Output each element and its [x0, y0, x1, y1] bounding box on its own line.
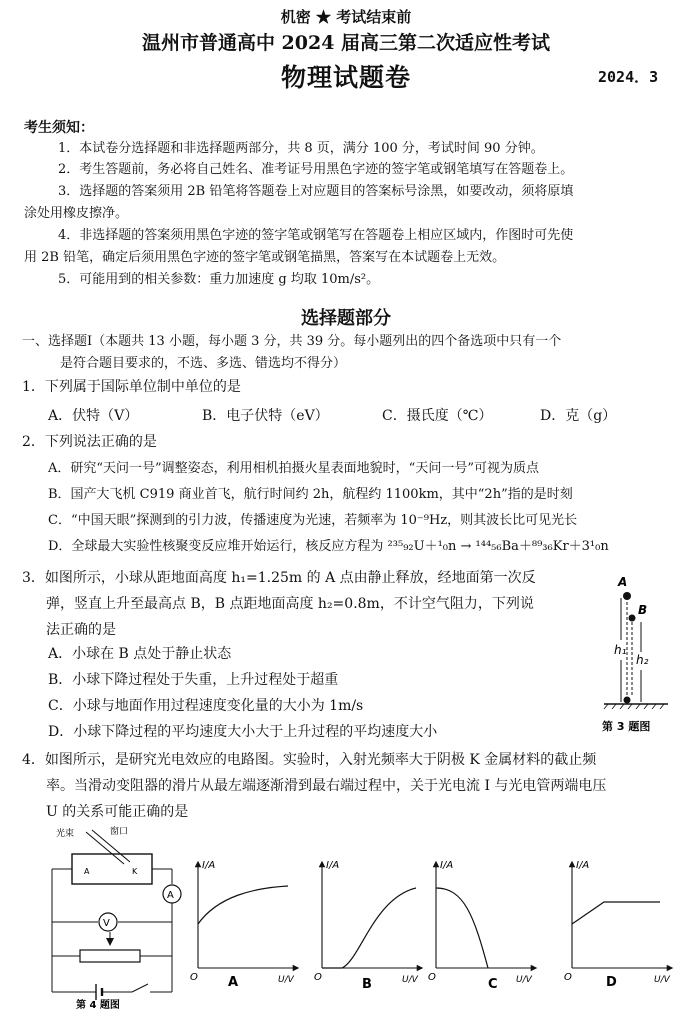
graph-c-origin: O	[428, 972, 436, 983]
graph-b-option: B	[362, 977, 372, 992]
graph-a-x-label: U/V	[278, 975, 294, 985]
cathode-label: K	[132, 867, 138, 876]
graph-a	[190, 860, 296, 990]
ball-a	[623, 592, 631, 600]
rheostat	[80, 950, 140, 962]
q3-option-c[interactable]: C．小球与地面作用过程速度变化量的大小为 1m/s	[48, 698, 364, 714]
question-2-stem: 2．下列说法正确的是	[22, 434, 157, 450]
q2-option-c[interactable]: C．“中国天眼”探测到的引力波，传播速度为光速，若频率为 10⁻⁹Hz，则其波长比可见光长	[48, 513, 578, 528]
ball-bottom	[624, 697, 631, 704]
voltmeter-label: V	[103, 918, 110, 929]
switch	[132, 984, 148, 992]
question-4-stem-cont: U 的关系可能正确的是	[46, 804, 189, 820]
graph-c-curve	[436, 888, 488, 968]
q4-caption: 第 4 题图	[76, 1000, 120, 1010]
section-title: 选择题部分	[301, 308, 391, 329]
q2-option-d[interactable]: D．全球最大实验性核聚变反应堆开始运行，核反应方程为 ²³⁵₉₂U＋¹₀n → ¹⁴⁴₅₆Ba＋⁸⁹₃₆Kr＋3¹₀n	[48, 539, 609, 554]
question-1-stem: 1．下列属于国际单位制中单位的是	[22, 379, 241, 395]
window-label: 窗口	[110, 827, 129, 837]
question-3-stem-cont: 法正确的是	[46, 622, 116, 638]
q2-option-b[interactable]: B．国产大飞机 C919 商业首飞，航行时间约 2h，航程约 1100km，其中“2h”指的是时刻	[48, 487, 573, 502]
notice-item: 1．本试卷分选择题和非选择题两部分，共 8 页，满分 100 分，考试时间 90 分钟。	[58, 141, 544, 156]
ball-b	[629, 615, 636, 622]
question-3-stem: 3．如图所示，小球从距地面高度 h₁=1.25m 的 A 点由静止释放，经地面第一次反	[22, 570, 536, 586]
question-4-stem: 4．如图所示，是研究光电效应的电路图。实验时，入射光频率大于阴极 K 金属材料的截止频	[22, 752, 597, 768]
graph-a-option: A	[228, 975, 239, 990]
graph-c-option: C	[488, 977, 498, 992]
q3-figure	[596, 572, 680, 738]
question-3-stem-cont: 弹，竖直上升至最高点 B，B 点距地面高度 h₂=0.8m，不计空气阻力，下列说	[46, 596, 534, 612]
notice-heading: 考生须知：	[24, 120, 94, 136]
exam-date: 2024．3	[598, 68, 659, 86]
graph-a-y-label: I/A	[202, 860, 216, 871]
q4-graphs	[184, 856, 690, 994]
q3-option-a[interactable]: A．小球在 B 点处于静止状态	[48, 646, 232, 662]
q2-option-a[interactable]: A．研究“天问一号”调整姿态，利用相机拍摄火星表面地貌时，“天问一号”可视为质点	[48, 461, 539, 476]
graph-b-x-label: U/V	[402, 975, 418, 985]
notice-item: 涂处用橡皮擦净。	[24, 206, 129, 221]
graph-c-y-label: I/A	[440, 860, 454, 871]
graph-b-origin: O	[314, 972, 322, 983]
graph-c-x-label: U/V	[516, 975, 532, 985]
graph-a-curve	[198, 886, 288, 924]
notice-item: 用 2B 铅笔，确定后须用黑色字迹的签字笔或钢笔描黑，答案写在本试题卷上无效。	[24, 250, 506, 265]
q4-circuit-figure	[36, 824, 186, 1010]
light-beam-label: 光束	[56, 829, 75, 839]
graph-b	[314, 860, 420, 992]
notice-item: 3．选择题的答案须用 2B 铅笔将答题卷上对应题目的答案标号涂黑，如要改动，须将原填	[58, 184, 574, 199]
q1-option-d[interactable]: D．克（g）	[540, 408, 617, 424]
graph-c	[428, 860, 534, 992]
graph-d-option: D	[606, 975, 617, 990]
graph-b-curve	[322, 888, 416, 968]
graph-d-y-label: I/A	[576, 860, 590, 871]
graph-b-y-label: I/A	[326, 860, 340, 871]
rheostat-slider	[106, 938, 114, 946]
page-title: 物理试题卷	[280, 63, 411, 92]
notice-item: 4．非选择题的答案须用黑色字迹的签字笔或钢笔写在答题卷上相应区域内，作图时可先使	[58, 228, 574, 243]
part-instructions: 一、选择题Ⅰ（本题共 13 小题，每小题 3 分，共 39 分。每小题列出的四个备选项中只有一个	[22, 334, 562, 349]
q1-option-c[interactable]: C．摄氏度（℃）	[382, 408, 493, 424]
q1-option-b[interactable]: B．电子伏特（eV）	[202, 408, 329, 424]
h1-label: h₁	[614, 643, 627, 657]
ammeter-label: A	[167, 890, 174, 901]
point-a-label: A	[618, 575, 628, 589]
graph-d-curve	[572, 902, 660, 924]
confidential-label: 机密 ★ 考试结束前	[280, 8, 412, 26]
anode-label: A	[84, 867, 90, 876]
graph-a-origin: O	[190, 972, 198, 983]
graph-d-origin: O	[564, 972, 572, 983]
notice-item: 2．考生答题前，务必将自己姓名、准考证号用黑色字迹的签字笔或钢笔填写在答题卷上。	[58, 162, 574, 177]
q1-option-a[interactable]: A．伏特（V）	[48, 408, 139, 424]
h2-label: h₂	[636, 653, 649, 667]
q3-option-b[interactable]: B．小球下降过程处于失重，上升过程处于超重	[48, 672, 339, 688]
q3-caption: 第 3 题图	[602, 720, 651, 733]
notice-item: 5．可能用到的相关参数：重力加速度 g 均取 10m/s²。	[58, 272, 380, 287]
graph-d	[564, 860, 671, 990]
part-instructions-cont: 是符合题目要求的，不选、多选、错选均不得分）	[60, 356, 347, 371]
question-4-stem-cont: 率。当滑动变阻器的滑片从最左端逐渐滑到最右端过程中，关于光电流 I 与光电管两端电压	[46, 778, 607, 794]
point-b-label: B	[638, 603, 648, 617]
graph-d-x-label: U/V	[654, 975, 670, 985]
q3-option-d[interactable]: D．小球下降过程的平均速度大小大于上升过程的平均速度大小	[48, 724, 438, 740]
exam-title: 温州市普通高中 2024 届高三第二次适应性考试	[141, 32, 551, 54]
